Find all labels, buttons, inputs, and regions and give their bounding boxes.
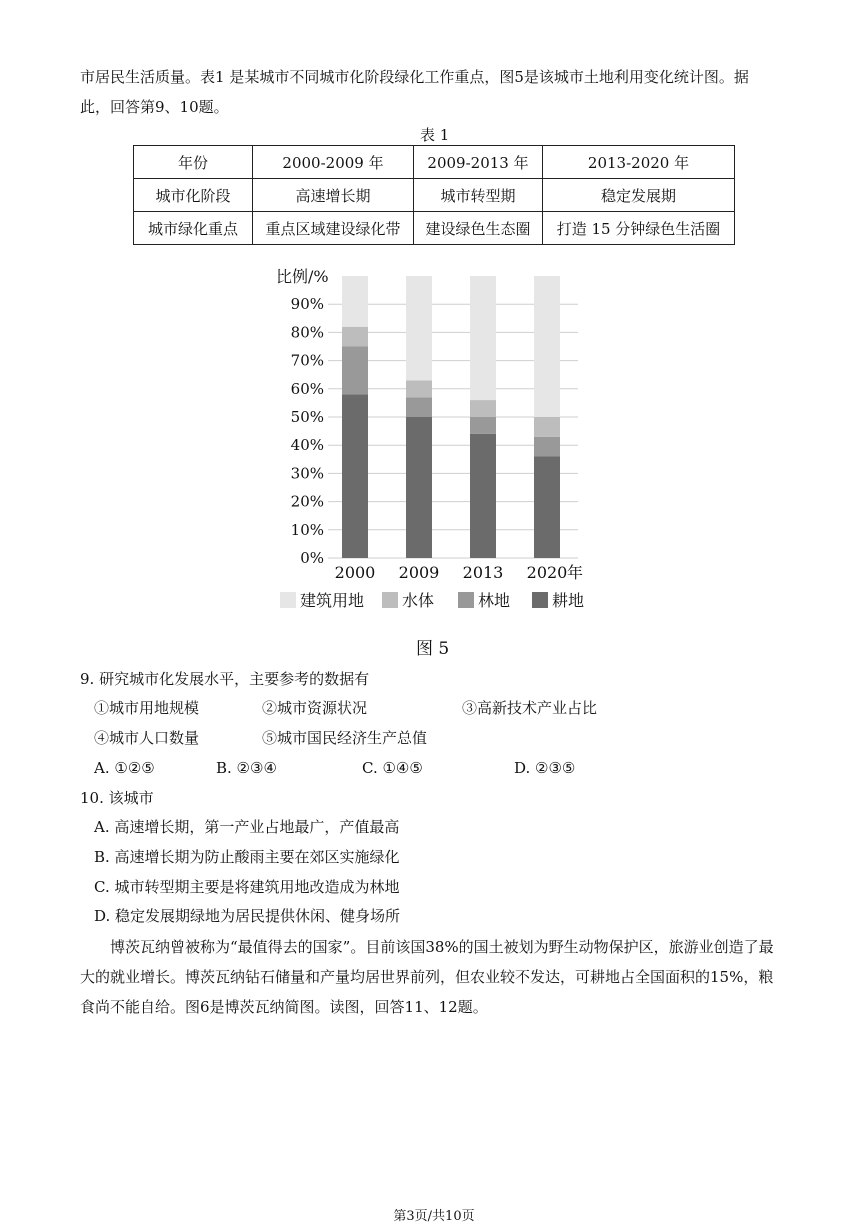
bar-segment bbox=[470, 434, 496, 558]
bar-segment bbox=[342, 394, 368, 558]
table-cell: 2013-2020 年 bbox=[543, 146, 735, 179]
table-cell: 城市转型期 bbox=[414, 179, 543, 212]
x-tick-label: 2013 bbox=[462, 563, 504, 582]
bar-segment bbox=[406, 397, 432, 417]
q9-item: ④城市人口数量 bbox=[94, 729, 200, 747]
q9-stem: 9. 研究城市化发展水平，主要参考的数据有 bbox=[80, 670, 370, 688]
table-row bbox=[134, 179, 735, 212]
q9-item: ③高新技术产业占比 bbox=[462, 699, 598, 717]
y-tick-label: 20% bbox=[290, 492, 324, 511]
y-tick-label: 30% bbox=[290, 464, 324, 483]
table-cell: 稳定发展期 bbox=[543, 179, 735, 212]
intro-line-1: 市居民生活质量。表1 是某城市不同城市化阶段绿化工作重点，图5是该城市土地利用变化统计图。据 bbox=[80, 68, 749, 86]
legend-swatch bbox=[532, 592, 548, 608]
table-caption: 表 1 bbox=[420, 126, 450, 144]
passage-line-1: 博茨瓦纳曾被称为“最值得去的国家”。目前该国38%的国土被划为野生动物保护区，旅游业创造了最 bbox=[110, 938, 774, 956]
legend-label: 耕地 bbox=[552, 591, 585, 610]
q10-option-a[interactable]: A. 高速增长期，第一产业占地最广，产值最高 bbox=[94, 818, 400, 836]
legend-swatch bbox=[382, 592, 398, 608]
table-cell: 重点区域建设绿化带 bbox=[253, 212, 414, 245]
chart-legend bbox=[280, 591, 584, 610]
bar-segment bbox=[534, 417, 560, 437]
q9-option-a[interactable]: A. ①②⑤ bbox=[94, 759, 155, 777]
bar-segment bbox=[470, 400, 496, 417]
bar-segment bbox=[534, 456, 560, 558]
bar-segment bbox=[470, 417, 496, 434]
x-tick-label: 2020 bbox=[526, 563, 568, 582]
y-tick-label: 50% bbox=[290, 408, 324, 426]
y-tick-label: 80% bbox=[290, 323, 324, 342]
table-cell: 城市化阶段 bbox=[134, 179, 253, 212]
q10-option-b[interactable]: B. 高速增长期为防止酸雨主要在郊区实施绿化 bbox=[94, 848, 400, 866]
page-footer: 第3页/共10页 bbox=[393, 1209, 475, 1224]
figure-caption: 图 5 bbox=[416, 639, 450, 659]
table-cell: 打造 15 分钟绿色生活圈 bbox=[543, 212, 735, 245]
table-cell: 建设绿色生态圈 bbox=[414, 212, 543, 245]
q10-stem: 10. 该城市 bbox=[80, 789, 154, 807]
table-row bbox=[134, 146, 735, 179]
passage-line-2: 大的就业增长。博茨瓦纳钻石储量和产量均居世界前列，但农业较不发达，可耕地占全国面积的15%，粮 bbox=[80, 968, 774, 986]
bar-segment bbox=[534, 276, 560, 417]
q9-item: ⑤城市国民经济生产总值 bbox=[262, 729, 428, 747]
intro-line-2: 此，回答第9、10题。 bbox=[80, 98, 229, 116]
y-tick-label: 60% bbox=[290, 379, 324, 398]
q9-option-b[interactable]: B. ②③④ bbox=[216, 759, 277, 777]
bar-segment bbox=[534, 437, 560, 457]
y-tick-label: 40% bbox=[290, 436, 324, 455]
table-1 bbox=[133, 145, 735, 245]
table-row bbox=[134, 212, 735, 245]
legend-swatch bbox=[458, 592, 474, 608]
bar-segment bbox=[342, 327, 368, 347]
q9-option-d[interactable]: D. ②③⑤ bbox=[514, 759, 576, 777]
passage-line-3: 食尚不能自给。图6是博茨瓦纳简图。读图，回答11、12题。 bbox=[80, 998, 488, 1016]
x-tick-label: 2000 bbox=[334, 563, 376, 582]
x-axis-label: 年 bbox=[567, 563, 584, 582]
q10-option-c[interactable]: C. 城市转型期主要是将建筑用地改造成为林地 bbox=[94, 878, 400, 896]
table-cell: 高速增长期 bbox=[253, 179, 414, 212]
bar-segment bbox=[406, 417, 432, 558]
y-tick-label: 10% bbox=[290, 520, 324, 539]
legend-label: 水体 bbox=[402, 591, 435, 610]
q9-item: ①城市用地规模 bbox=[94, 699, 200, 717]
table-cell: 2000-2009 年 bbox=[253, 146, 414, 179]
bar-segment bbox=[470, 276, 496, 400]
y-tick-label: 0% bbox=[300, 549, 324, 567]
y-tick-label: 90% bbox=[290, 295, 324, 314]
y-axis-label: 比例/% bbox=[276, 267, 329, 286]
table-cell: 城市绿化重点 bbox=[134, 212, 253, 245]
q9-option-c[interactable]: C. ①④⑤ bbox=[362, 759, 423, 777]
bar-segment bbox=[342, 347, 368, 395]
x-tick-label: 2009 bbox=[398, 563, 440, 582]
y-tick-label: 70% bbox=[290, 351, 324, 370]
bar-segment bbox=[406, 380, 432, 397]
legend-swatch bbox=[280, 592, 296, 608]
bar-segment bbox=[342, 276, 368, 327]
q9-item: ②城市资源状况 bbox=[262, 699, 368, 717]
land-use-chart bbox=[260, 258, 640, 618]
bar-segment bbox=[406, 276, 432, 380]
legend-label: 林地 bbox=[478, 591, 511, 610]
legend-label: 建筑用地 bbox=[300, 591, 365, 610]
q10-option-d[interactable]: D. 稳定发展期绿地为居民提供休闲、健身场所 bbox=[94, 907, 401, 925]
table-cell: 2009-2013 年 bbox=[414, 146, 543, 179]
table-cell: 年份 bbox=[134, 146, 253, 179]
